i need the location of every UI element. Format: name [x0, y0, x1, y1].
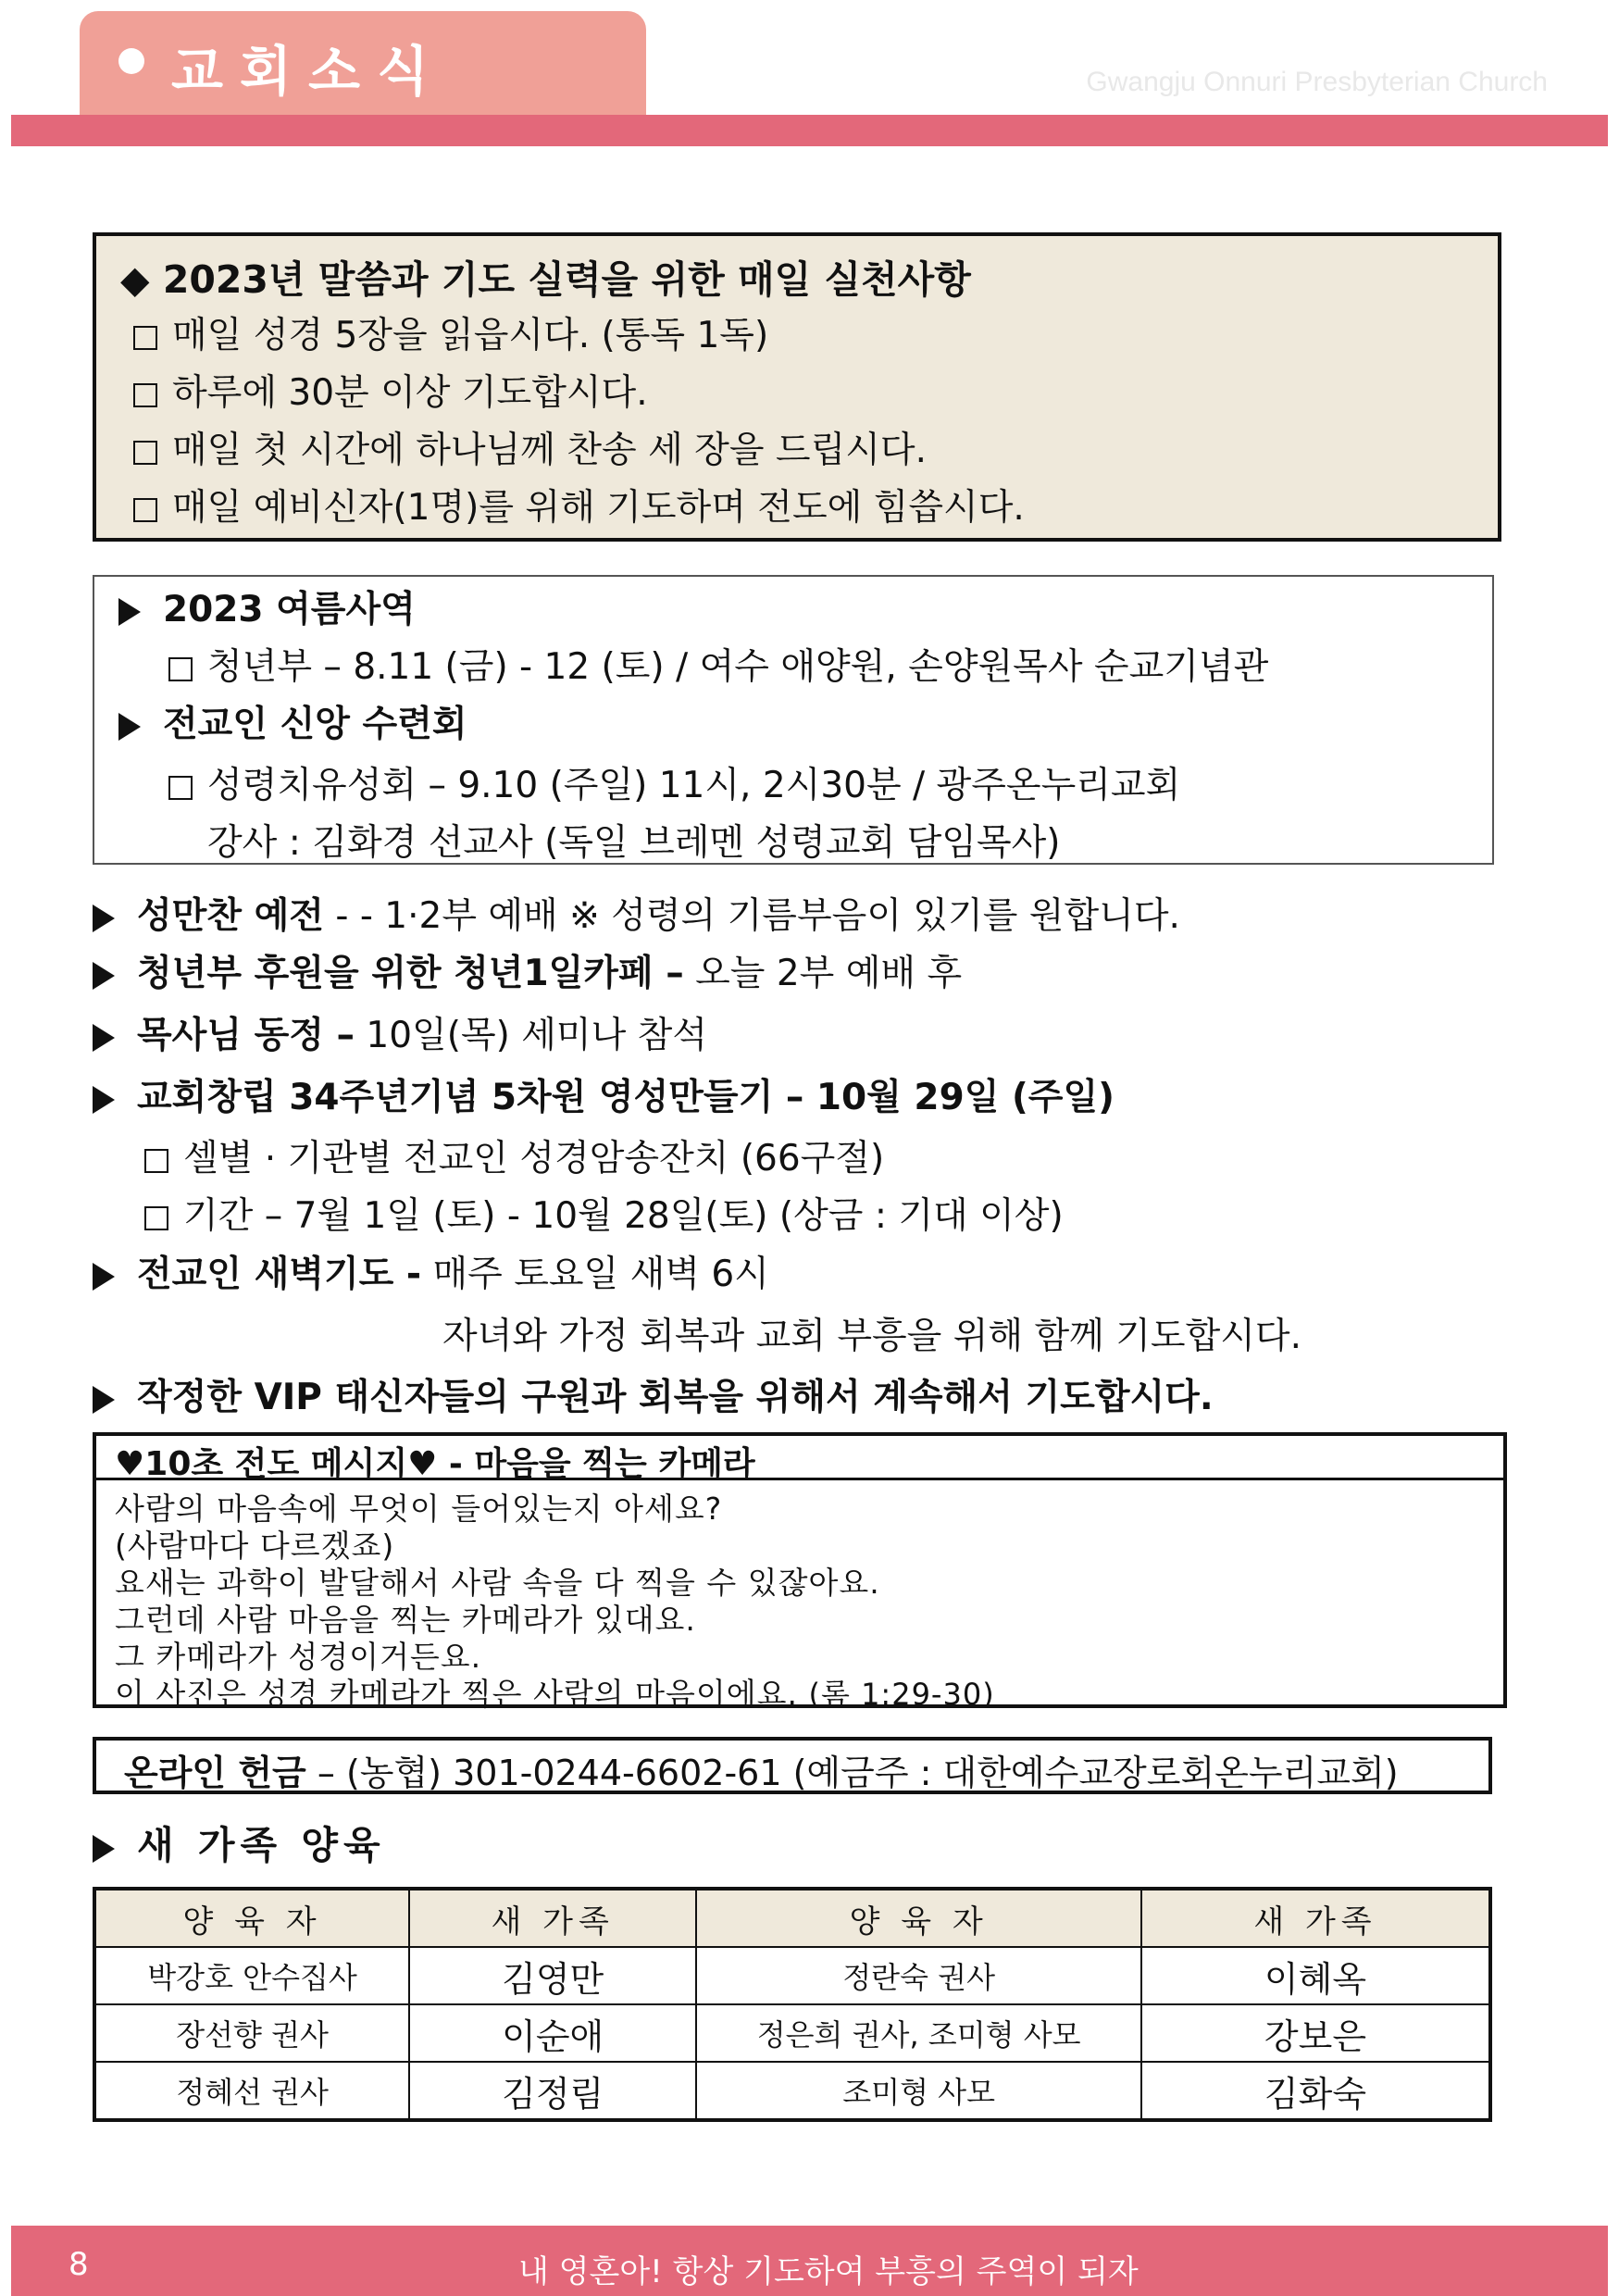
- table-cell: 김화숙: [1141, 2062, 1490, 2120]
- triangle-bullet-icon: [93, 1263, 115, 1291]
- message-last-line: [115, 1670, 995, 1714]
- news-label: 목사님 동정 –: [137, 1015, 355, 1056]
- retreat-title: 전교인 신앙 수련회: [163, 704, 467, 745]
- summer-title: 2023 여름사역: [163, 589, 416, 630]
- news-anniversary-title: 교회창립 34주년기념 5차원 영성만들기 – 10월 29일 (주일): [137, 1077, 1115, 1118]
- triangle-bullet-icon: [93, 905, 115, 932]
- practice-title-row: [120, 249, 971, 304]
- news-label: 청년부 후원을 위한 청년1일카페 –: [137, 953, 684, 994]
- news-text: 10일(목) 세미나 참석: [355, 1015, 707, 1056]
- news-label: 성만찬 예전: [137, 895, 324, 937]
- summer-retreat-box: [93, 575, 1494, 865]
- table-cell: 김정림: [409, 2062, 696, 2120]
- news-cafe: [93, 944, 962, 996]
- practice-item-text: 하루에 30분 이상 기도합시다.: [172, 372, 648, 414]
- message-line: 이 사진은 성경 카메라가 찍은 사람의 마음이에요.: [115, 1676, 798, 1712]
- online-offering-label: 온라인 헌금: [124, 1753, 306, 1793]
- practice-item: [133, 421, 927, 473]
- summer-title-row: [118, 580, 416, 632]
- online-offering-box: [93, 1737, 1492, 1794]
- message-line: 그런데 사람 마음을 찍는 카메라가 있대요.: [115, 1602, 696, 1638]
- section-title: 교회소식: [171, 40, 446, 103]
- daily-practice-box: [93, 232, 1501, 542]
- triangle-bullet-icon: [93, 1086, 115, 1114]
- table-cell: 박강호 안수집사: [94, 1947, 409, 2004]
- practice-item: [133, 306, 768, 358]
- checkbox-icon: [133, 441, 157, 465]
- table-cell: 이순애: [409, 2004, 696, 2062]
- message-header: [96, 1436, 1503, 1483]
- news-vip: 작정한 VIP 태신자들의 구원과 회복을 위해서 계속해서 기도합시다.: [137, 1377, 1214, 1418]
- news-dawn-subtext: 자녀와 가정 회복과 교회 부흥을 위해 함께 기도합시다.: [442, 1316, 1302, 1357]
- online-offering-account: – (농협) 301-0244-6602-61 (예금주 : 대한예수교장로회온누리교회): [305, 1753, 1399, 1793]
- column-header: 새 가족: [409, 1889, 696, 1947]
- triangle-bullet-icon: [118, 713, 141, 741]
- summer-item-text: 청년부 – 8.11 (금) - 12 (토) / 여수 애양원, 손양원목사 순교기념관: [207, 646, 1269, 688]
- checkbox-icon: [168, 776, 193, 800]
- footer-motto: 내 영혼아! 항상 기도하여 부흥의 주역이 되자: [518, 2253, 1139, 2290]
- retreat-title-row: [118, 695, 467, 747]
- diamond-icon: ◆: [120, 257, 150, 302]
- new-family-title: 새 가족 양육: [137, 1823, 386, 1867]
- news-vip-row: [93, 1368, 1214, 1420]
- triangle-bullet-icon: [93, 1386, 115, 1414]
- page-number: 8: [68, 2246, 89, 2283]
- table-cell: 장선향 권사: [94, 2004, 409, 2062]
- church-name: Gwangju Onnuri Presbyterian Church: [1086, 67, 1548, 97]
- retreat-speaker: 강사 : 김화경 선교사 (독일 브레멘 성령교회 담임목사): [207, 822, 1061, 864]
- anniversary-item: [144, 1187, 1064, 1239]
- triangle-bullet-icon: [93, 1024, 115, 1052]
- checkbox-icon: [133, 383, 157, 407]
- new-family-title-row: [93, 1815, 386, 1869]
- evangelism-message-box: [93, 1432, 1507, 1712]
- column-header: 새 가족: [1141, 1889, 1490, 1947]
- table-cell: 정란숙 권사: [696, 1947, 1141, 2004]
- bullet-dot-icon: [118, 48, 144, 74]
- retreat-item-text: 성령치유성회 – 9.10 (주일) 11시, 2시30분 / 광주온누리교회: [207, 765, 1181, 806]
- table-cell: 강보은: [1141, 2004, 1490, 2062]
- online-offering-row: [124, 1744, 1399, 1795]
- practice-item: [133, 479, 1025, 530]
- news-communion: [93, 887, 1180, 939]
- summer-item: [168, 638, 1268, 690]
- table-row: [94, 1947, 1490, 2004]
- practice-title: 2023년 말씀과 기도 실력을 위한 매일 실천사항: [162, 257, 971, 302]
- message-line: 요새는 과학이 발달해서 사람 속을 다 찍을 수 있잖아요.: [115, 1565, 880, 1601]
- anniversary-item: [144, 1129, 884, 1181]
- checkbox-icon: [144, 1149, 168, 1173]
- triangle-bullet-icon: [93, 1835, 115, 1863]
- news-pastor: [93, 1006, 707, 1058]
- checkbox-icon: [144, 1206, 168, 1230]
- practice-item-text: 매일 성경 5장을 읽읍시다. (통독 1독): [172, 315, 769, 356]
- table-cell: 김영만: [409, 1947, 696, 2004]
- column-header: 양 육 자: [696, 1889, 1141, 1947]
- news-anniversary-title-row: [93, 1068, 1115, 1120]
- checkbox-icon: [133, 498, 157, 522]
- news-text: 매주 토요일 새벽 6시: [421, 1254, 769, 1295]
- news-dawn: [93, 1245, 769, 1297]
- checkbox-icon: [168, 657, 193, 681]
- retreat-item: [168, 756, 1180, 808]
- checkbox-icon: [133, 326, 157, 350]
- message-line: (사람마다 다르겠죠): [115, 1528, 395, 1564]
- table-cell: 조미형 사모: [696, 2062, 1141, 2120]
- triangle-bullet-icon: [118, 598, 141, 626]
- new-family-table: [93, 1887, 1492, 2122]
- message-line: 사람의 마음속에 무엇이 들어있는지 아세요?: [115, 1491, 723, 1527]
- news-text: - - 1·2부 예배 ※ 성령의 기름부음이 있기를 원합니다.: [323, 895, 1180, 937]
- table-cell: 이혜옥: [1141, 1947, 1490, 2004]
- practice-item-text: 매일 예비신자(1명)를 위해 기도하며 전도에 힘씁시다.: [172, 487, 1025, 529]
- anniversary-item-text: 기간 – 7월 1일 (토) - 10월 28일(토) (상금 : 기대 이상): [183, 1195, 1064, 1237]
- practice-item-text: 매일 첫 시간에 하나님께 찬송 세 장을 드립시다.: [172, 430, 927, 471]
- table-cell: 정혜선 권사: [94, 2062, 409, 2120]
- practice-item: [133, 364, 648, 416]
- message-line: 그 카메라가 성경이거든요.: [115, 1639, 482, 1675]
- table-row: [94, 2062, 1490, 2120]
- message-title: ♥10초 전도 메시지♥ - 마음을 찍는 카메라: [115, 1445, 755, 1483]
- bible-reference: (롬 1:29-30): [808, 1677, 995, 1712]
- table-cell: 정은희 권사, 조미형 사모: [696, 2004, 1141, 2062]
- column-header: 양 육 자: [94, 1889, 409, 1947]
- table-row: [94, 2004, 1490, 2062]
- table-header-row: [94, 1889, 1490, 1947]
- news-label: 전교인 새벽기도 -: [137, 1254, 422, 1295]
- triangle-bullet-icon: [93, 962, 115, 990]
- news-text: 오늘 2부 예배 후: [683, 953, 963, 994]
- header-band: [11, 115, 1608, 146]
- anniversary-item-text: 셀별 · 기관별 전교인 성경암송잔치 (66구절): [183, 1138, 885, 1179]
